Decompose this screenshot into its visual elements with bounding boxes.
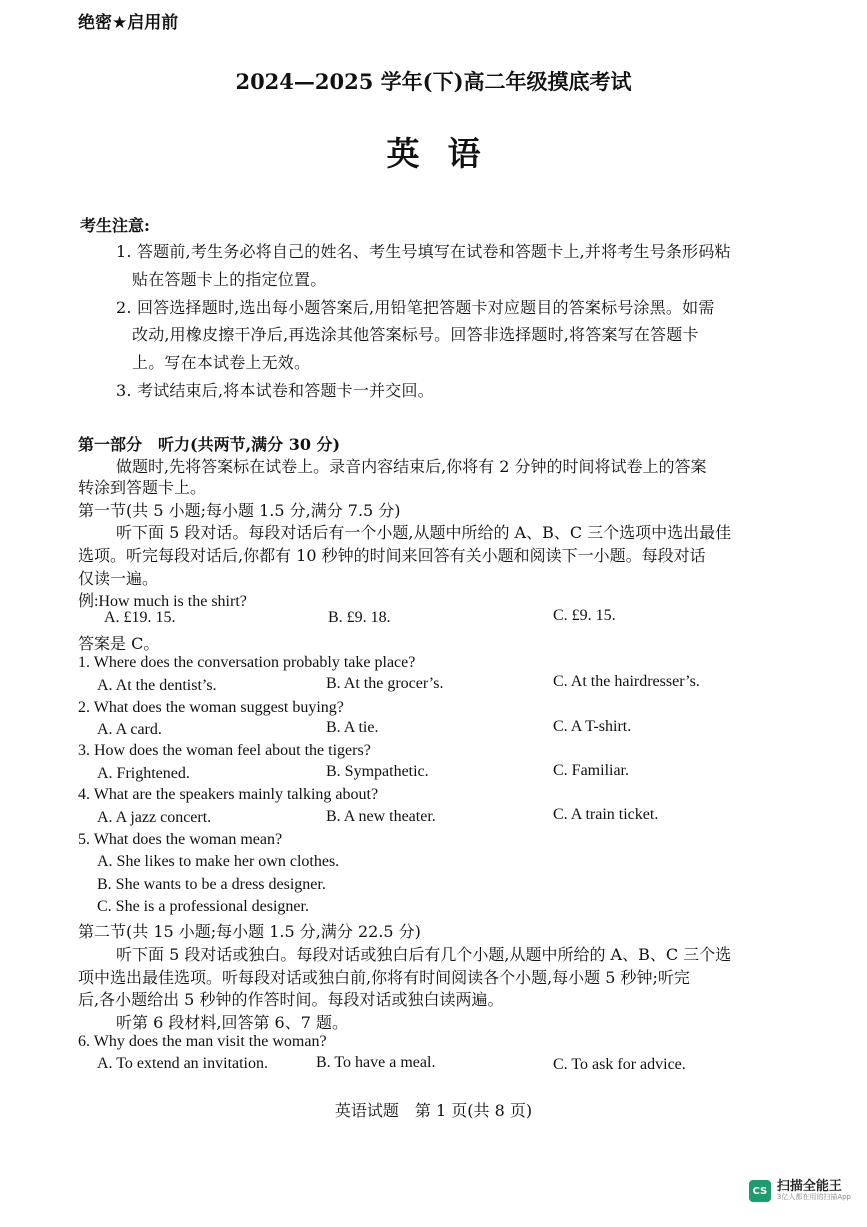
question-6: 6. Why does the man visit the woman? [78,1033,327,1050]
notice-line: 2. 回答选择题时,选出每小题答案后,用铅笔把答题卡对应题目的答案标号涂黑。如需 [116,298,715,317]
option-b: B. At the grocer’s. [326,675,444,692]
section2-title: 第二节(共 15 小题;每小题 1.5 分,满分 22.5 分) [78,922,421,941]
notice-line: 上。写在本试卷上无效。 [132,353,311,372]
notice-line: 3. 考试结束后,将本试卷和答题卡一并交回。 [116,381,434,400]
option-a: A. A card. [97,721,162,738]
option-b: B. She wants to be a dress designer. [97,876,326,893]
notice-line: 贴在答题卡上的指定位置。 [132,270,327,289]
question-4: 4. What are the speakers mainly talking about? [78,786,379,803]
section2-intro: 听下面 5 段对话或独白。每段对话或独白后有几个小题,从题中所给的 A、B、C 三个选 [116,945,732,964]
option-b: B. Sympathetic. [326,763,429,780]
option-b: B. A new theater. [326,808,436,825]
section1-title: 第一节(共 5 小题;每小题 1.5 分,满分 7.5 分) [78,501,401,520]
notice-line: 改动,用橡皮擦干净后,再选涂其他答案标号。回答非选择题时,将答案写在答题卡 [132,325,699,344]
option-c: C. She is a professional designer. [97,898,309,915]
option-c: C. A T-shirt. [553,718,632,735]
option-a: A. Frightened. [97,765,190,782]
option-b: B. A tie. [326,719,379,736]
question-1: 1. Where does the conversation probably take place? [78,654,416,671]
camscanner-logo-icon: CS [749,1180,771,1202]
question-2: 2. What does the woman suggest buying? [78,699,344,716]
option-a: A. To extend an invitation. [97,1055,268,1072]
option-c: C. To ask for advice. [553,1056,686,1073]
page-footer: 英语试题 第 1 页(共 8 页) [334,1101,533,1120]
notice-title: 考生注意: [80,216,150,235]
option-a: A. A jazz concert. [97,809,212,826]
option-c: C. Familiar. [553,762,629,779]
option-c: C. A train ticket. [553,806,659,823]
part1-title: 第一部分 听力(共两节,满分 30 分) [78,435,341,454]
confidential-label: 绝密★启用前 [78,13,179,33]
section1-intro: 听下面 5 段对话。每段对话后有一个小题,从题中所给的 A、B、C 三个选项中选出最佳 [116,523,732,542]
section2-intro: 项中选出最佳选项。听每段对话或独白前,你将有时间阅读各个小题,每小题 5 秒钟;听完 [78,968,690,987]
watermark-name: 扫描全能王 [776,1179,842,1194]
notice-line: 1. 答题前,考生务必将自己的姓名、考生号填写在试卷和答题卡上,并将考生号条形码粘 [116,242,731,261]
scanner-watermark [749,1180,851,1202]
example-answer: 答案是 C。 [78,634,160,653]
section1-intro: 选项。听完每段对话后,你都有 10 秒钟的时间来回答有关小题和阅读下一小题。每段对话 [78,546,706,565]
subject-title: 英语 [386,134,509,173]
exam-title: 2024—2025 学年(下)高二年级摸底考试 [235,69,632,94]
example-question: 例:How much is the shirt? [78,593,247,610]
option-a: A. At the dentist’s. [97,677,217,694]
example-option-a: A. £19. 15. [104,609,176,626]
part1-intro: 转涂到答题卡上。 [78,478,207,497]
example-option-c: C. £9. 15. [553,607,616,624]
section2-intro: 后,各小题给出 5 秒钟的作答时间。每段对话或独白读两遍。 [78,990,504,1009]
option-c: C. At the hairdresser’s. [553,673,700,690]
option-b: B. To have a meal. [316,1054,436,1071]
watermark-tagline: 3亿人都在用的扫描App [776,1193,851,1202]
material-6-instruction: 听第 6 段材料,回答第 6、7 题。 [116,1013,348,1032]
example-option-b: B. £9. 18. [328,609,391,626]
option-a: A. She likes to make her own clothes. [97,853,340,870]
question-5: 5. What does the woman mean? [78,831,283,848]
part1-intro: 做题时,先将答案标在试卷上。录音内容结束后,你将有 2 分钟的时间将试卷上的答案 [116,457,707,476]
question-3: 3. How does the woman feel about the tigers? [78,742,371,759]
section1-intro: 仅读一遍。 [78,569,159,588]
